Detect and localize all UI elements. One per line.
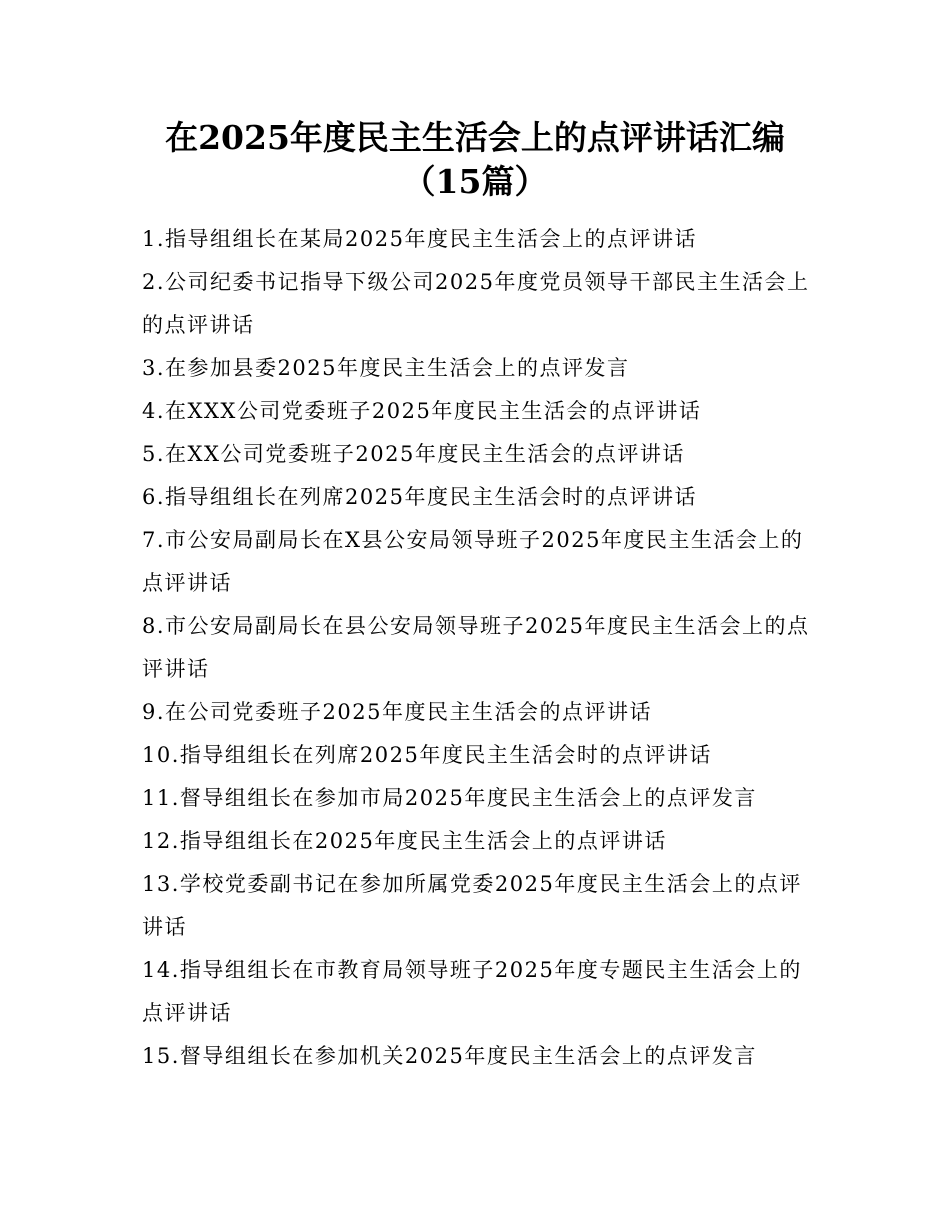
toc-item: 3.在参加县委2025年度民主生活会上的点评发言 [142, 356, 630, 380]
toc-item: 5.在XX公司党委班子2025年度民主生活会的点评讲话 [142, 442, 685, 466]
toc-item: 9.在公司党委班子2025年度民主生活会的点评讲话 [142, 700, 652, 724]
toc-item: 6.指导组组长在列席2025年度民主生活会时的点评讲话 [142, 485, 697, 509]
toc-item: 15.督导组组长在参加机关2025年度民主生活会上的点评发言 [142, 1044, 757, 1068]
toc-item: 13.学校党委副书记在参加所属党委2025年度民主生活会上的点评讲话 [142, 872, 802, 939]
table-of-contents [142, 218, 822, 1078]
toc-item: 7.市公安局副局长在X县公安局领导班子2025年度民主生活会上的点评讲话 [142, 528, 804, 595]
toc-item: 2.公司纪委书记指导下级公司2025年度党员领导干部民主生活会上的点评讲话 [142, 270, 810, 337]
document-subtitle: （15篇） [402, 162, 548, 201]
toc-item: 8.市公安局副局长在县公安局领导班子2025年度民主生活会上的点评讲话 [142, 614, 810, 681]
toc-item: 1.指导组组长在某局2025年度民主生活会上的点评讲话 [142, 227, 697, 251]
toc-item: 12.指导组组长在2025年度民主生活会上的点评讲话 [142, 829, 667, 853]
toc-item: 4.在XXX公司党委班子2025年度民主生活会的点评讲话 [142, 399, 702, 423]
toc-item: 10.指导组组长在列席2025年度民主生活会时的点评讲话 [142, 743, 712, 767]
toc-item: 14.指导组组长在市教育局领导班子2025年度专题民主生活会上的点评讲话 [142, 958, 802, 1025]
toc-item: 11.督导组组长在参加市局2025年度民主生活会上的点评发言 [142, 786, 757, 810]
document-title: 在2025年度民主生活会上的点评讲话汇编 [165, 118, 785, 157]
